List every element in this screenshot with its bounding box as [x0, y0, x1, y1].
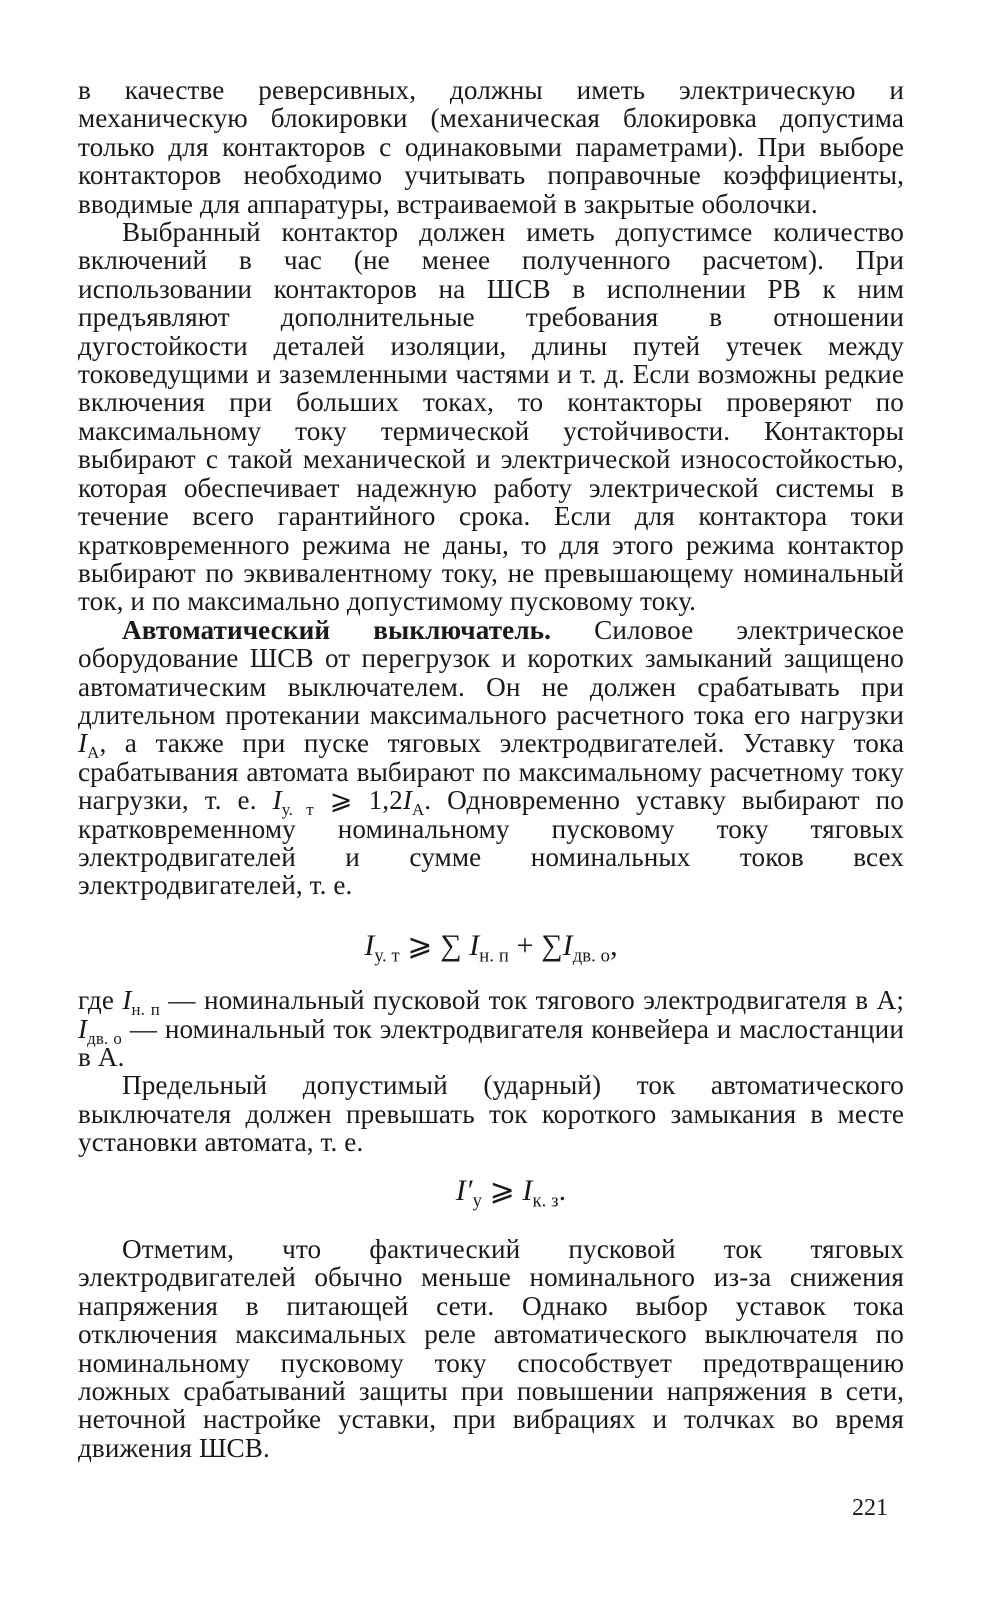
- symbol-ia: I: [78, 728, 88, 759]
- formula-1-sub-3: дв. о: [572, 945, 611, 967]
- formula-2-rel: ⩾: [481, 1173, 523, 1207]
- paragraph-4: [78, 986, 904, 1071]
- paragraph-3-text-c: ⩾ 1,2: [313, 785, 403, 816]
- formula-1-sub-2: н. п: [479, 945, 509, 967]
- paragraph-1: в качестве реверсивных, должны иметь электрическую и механическую блокировки (механическая блокировка допустима только для контакторов с одинаковыми параметрами). При выборе контакторов необходимо учитывать поправочные коэффициенты, вводимые для аппаратуры, встраиваемой в закрытые оболочки.: [78, 75, 904, 219]
- symbol-idv: I: [78, 1013, 88, 1044]
- paragraph-4-text-a: где: [78, 985, 123, 1016]
- formula-2-sub-1: у: [472, 1190, 482, 1212]
- formula-1-i: I: [364, 928, 375, 962]
- paragraph-6: Отметим, что фактический пусковой ток тяговых электродвигателей обычно меньше номинального из-за снижения напряжения в питающей сети. Однако выбор уставок тока отключения максимальных реле автоматического выключателя по номинальному пусковому току способствует предотвращению ложных срабатываний защиты при повышении напряжения в сети, неточной настройке уставки, при вибрациях и толчках во время движения ШСВ.: [78, 1234, 904, 1463]
- page-number: 221: [852, 1495, 888, 1521]
- formula-1-i3: I: [562, 928, 573, 962]
- paragraph-3-text-d: . Одновременно уставку выбирают по кратковременному номинальному пусковому току тяговых электродвигателей и сумме номинальных токов всех электродвигателей, т. е.: [78, 785, 904, 901]
- formula-1-sub-1: у. т: [374, 945, 400, 967]
- paragraph-5: Предельный допустимый (ударный) ток автоматического выключателя должен превышать ток короткого замыкания в месте установки автомата, т. е.: [78, 1070, 904, 1158]
- symbol-ia-2: I: [402, 785, 413, 816]
- symbol-inp-sub: н. п: [131, 1000, 160, 1020]
- formula-1-plus: + ∑: [508, 928, 563, 962]
- formula-short-circuit: [78, 1173, 904, 1212]
- symbol-idv-sub: дв. о: [87, 1028, 122, 1048]
- symbol-inp: I: [122, 985, 132, 1016]
- paragraph-4-text-c: — номинальный ток электродвигателя конвейера и маслостанции в А.: [78, 1013, 904, 1072]
- symbol-ia-sub: A: [87, 743, 100, 763]
- formula-1-end: ,: [610, 928, 618, 962]
- formula-2-i2: I: [522, 1173, 533, 1207]
- symbol-iyt: I: [272, 785, 282, 816]
- section-heading: Автоматический выключатель.: [122, 614, 552, 645]
- paragraph-4-text-b: — номинальный пусковой ток тягового электродвигателя в А;: [159, 985, 904, 1016]
- formula-1-i2: I: [469, 928, 480, 962]
- symbol-ia-2-sub: A: [412, 800, 425, 820]
- formula-2-i: I′: [455, 1173, 473, 1207]
- paragraph-2: Выбранный контактор должен иметь допустимсе количество включений в час (не менее полученного расчетом). При использовании контакторов на ШСВ в исполнении РВ к ним предъявляют дополнительные требования в отношении дугостойкости деталей изоляции, длины путей утечек между токоведущими и заземленными частями и т. д. Если возможны редкие включения при больших токах, то контакторы проверяют по максимальному току термической устойчивости. Контакторы выбирают с такой механической и электрической износостойкостью, которая обеспечивает надежную работу электрической системы в течение всего гарантийного срока. Если для контактора токи кратковременного режима не даны, то для этого режима контактор выбирают по эквивалентному току, не превышающему номинальный ток, и по максимально допустимому пусковому току.: [78, 217, 904, 617]
- paragraph-3-text-a: Силовое электрическое оборудование ШСВ от перегрузок и коротких замыканий защищено автоматическим выключателем. Он не должен срабатывать при длительном протекании максимального расчетного тока его нагрузки: [78, 614, 905, 730]
- paragraph-3: [78, 616, 904, 900]
- page-body: [78, 76, 904, 1462]
- formula-1-rel: ⩾ ∑: [399, 928, 470, 962]
- formula-2-sub-2: к. з: [532, 1190, 559, 1212]
- symbol-iyt-sub: у. т: [281, 800, 314, 820]
- formula-setting-current: [78, 928, 904, 967]
- paragraph-3-text-b: , а также при пуске тяговых электродвигателей. Уставку тока срабатывания автомата выбирают по максимальному расчетному току нагрузки, т. е.: [78, 728, 904, 816]
- formula-2-end: .: [558, 1173, 567, 1207]
